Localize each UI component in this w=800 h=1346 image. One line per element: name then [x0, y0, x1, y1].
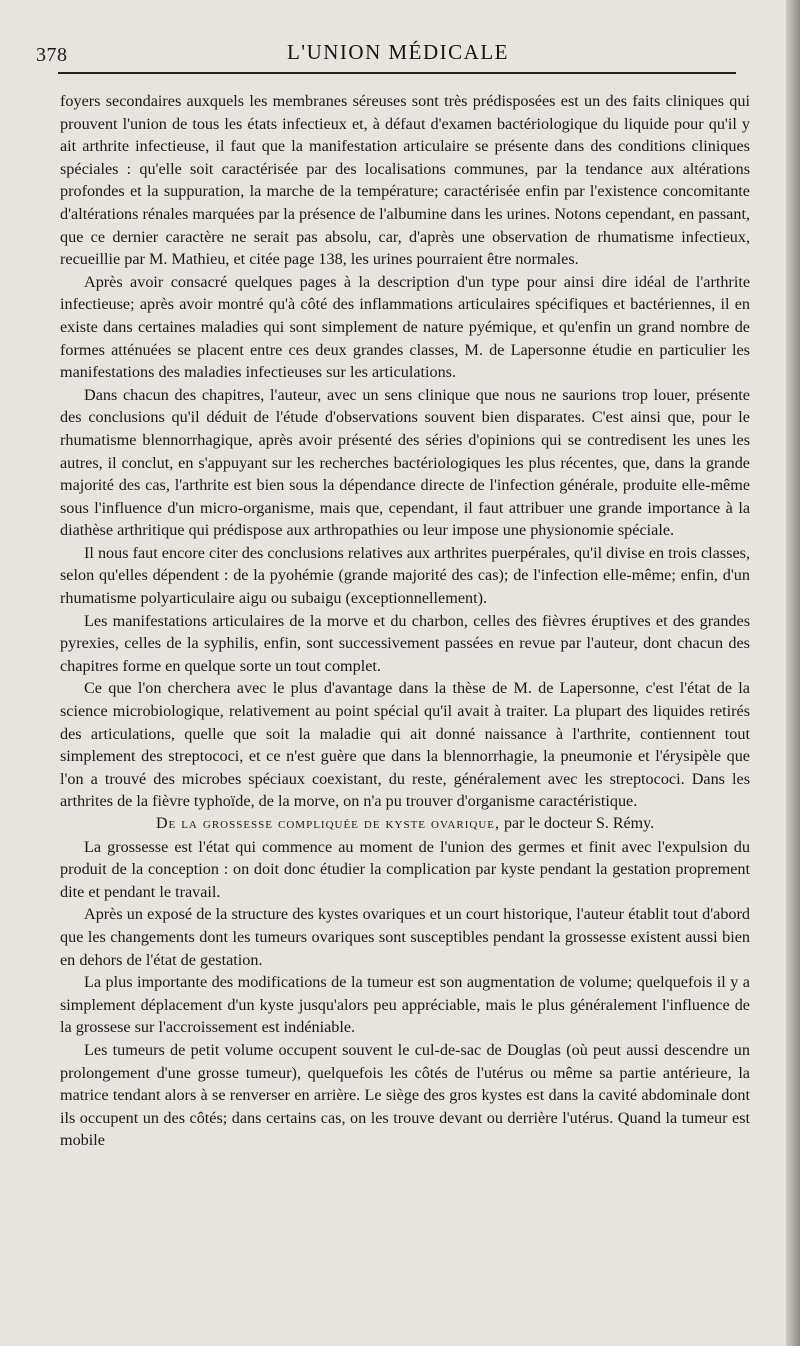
section-title: De la grossesse compliquée de kyste ovarique,	[155, 815, 501, 832]
article-body	[60, 90, 750, 1152]
page-header	[36, 40, 760, 70]
paragraph-10: Les tumeurs de petit volume occupent souvent le cul-de-sac de Douglas (où peut aussi descendre un prolongement d'une grosse tumeur), quelquefois les côtés de l'utérus ou même sa partie antérieure, la matrice tendant alors à se renverser en arrière. Le siège des gros kystes est dans la cavité abdominale dont ils occupent un des côtés; dans certains cas, on les trouve devant ou derrière l'utérus. Quand la tumeur est mobile	[60, 1040, 750, 1150]
paragraph-4: Il nous faut encore citer des conclusions relatives aux arthrites puerpérales, qu'il divise en trois classes, selon qu'elles dépendent : de la pyohémie (grande majorité des cas); de l'infection elle-même; enfin, d'un rhumatisme polyarticulaire aigu ou subaigu (exceptionnellement).	[60, 543, 750, 608]
running-title: L'UNION MÉDICALE	[286, 40, 509, 64]
paragraph-6: Ce que l'on cherchera avec le plus d'avantage dans la thèse de M. de Lapersonne, c'est l'état de la science microbiologique, relativement au point spécial qu'il avait à traiter. La plupart des liquides retirés des articulations, quelle que soit la maladie qui ait donné naissance à l'arthrite, contiennent tout simplement des streptococi, et ce n'est guère que dans la blennorrhagie, la pneumonie et l'érysipèle que l'on a trouvé des microbes spéciaux coexistant, du reste, généralement avec les streptococi. Dans les arthrites de la fièvre typhoïde, de la morve, on n'a pu trouver d'organisme caractéristique.	[60, 679, 750, 811]
paragraph-3: Dans chacun des chapitres, l'auteur, avec un sens clinique que nous ne saurions trop louer, présente des conclusions qu'il déduit de l'étude d'observations souvent bien disparates. C'est ainsi que, pour le rhumatisme blennorrhagique, après avoir présenté des séries d'opinions qui se contredisent les unes les autres, il conclut, en s'appuyant sur les recherches bactériologiques les plus récentes, que, dans la grande majorité des cas, l'arthrite est bien sous la dépendance directe de l'infection générale, produite elle-même sous l'influence d'un micro-organisme, mais que, cependant, il faut attribuer une grande importance à la diathèse arthritique qui prédispose aux arthropathies ou leur impose une physionomie spéciale.	[60, 385, 750, 540]
section-author: par le docteur S. Rémy.	[504, 815, 655, 832]
page-number: 378	[36, 44, 68, 66]
header-rule	[58, 72, 736, 74]
paragraph-7: La grossesse est l'état qui commence au moment de l'union des germes et finit avec l'expulsion du produit de la conception : on doit donc étudier la complication par kyste pendant la gestation proprement dite et pendant le travail.	[60, 837, 750, 901]
paragraph-1: foyers secondaires auxquels les membranes séreuses sont très prédisposées est un des faits cliniques qui prouvent l'union de tous les états infectieux et, à défaut d'examen bactériologique du liquide pour qu'il y ait arthrite infectieuse, il faut que la manifestation articulaire se présente dans des conditions cliniques spéciales : qu'elle soit caractérisée par des localisations communes, par la tendance aux altérations profondes et la suppuration, la marche de la température; caractérisée enfin par l'existence concomitante d'altérations rénales marquées par la présence de l'albumine dans les urines. Notons cependant, en passant, que ce dernier caractère ne serait pas absolu, car, d'après une observation de rhumatisme infectieux, recueillie par M. Mathieu, et citée page 138, les urines pourraient être normales.	[60, 92, 750, 269]
paragraph-5: Les manifestations articulaires de la morve et du charbon, celles des fièvres éruptives et des grandes pyrexies, celles de la syphilis, enfin, sont successivement passées en revue par l'auteur, dont chacun des chapitres forme en quelque sorte un tout complet.	[60, 611, 750, 675]
paragraph-2: Après avoir consacré quelques pages à la description d'un type pour ainsi dire idéal de l'arthrite infectieuse; après avoir montré qu'à côté des inflammations articulaires spécifiques et bactériennes, il en existe dans certaines maladies qui sont simplement de nature pyémique, et qu'enfin un grand nombre de formes atténuées se placent entre ces deux grandes classes, M. de Lapersonne étudie en particulier les manifestations des maladies infectieuses sur les articulations.	[60, 272, 750, 382]
paragraph-8: Après un exposé de la structure des kystes ovariques et un court historique, l'auteur établit tout d'abord que les changements dont les tumeurs ovariques sont susceptibles pendant la grossesse existent aussi bien en dehors de l'état de gestation.	[60, 905, 750, 969]
paragraph-9: La plus importante des modifications de la tumeur est son augmentation de volume; quelquefois il y a simplement déplacement d'un kyste jusqu'alors peu appréciable, mais le plus généralement l'influence de la grossese sur l'accroissement est indéniable.	[60, 973, 750, 1037]
section-heading	[60, 813, 750, 836]
